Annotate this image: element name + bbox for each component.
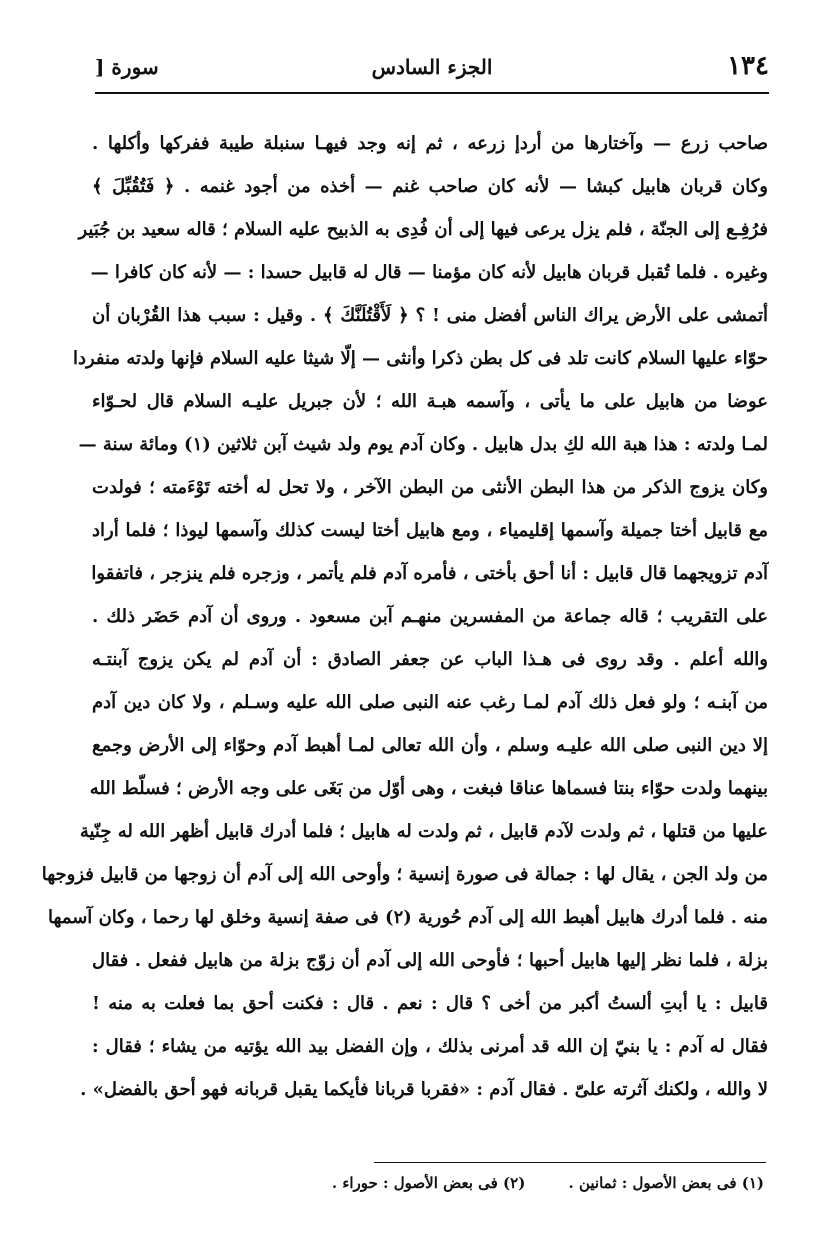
text-line: فرُفِـع إلى الجنّة ، فلم يزل يرعى فيها إلى أن فُدِى به الذبيح عليه السلام ؛ قاله سعيد بن جُبَير (78, 219, 768, 240)
page-header (95, 44, 769, 90)
text-line: من آبنـه ؛ ولو فعل ذلك آدم لمـا رغب عنه النبى صلى الله عليه وسـلم ، ولا كان دين آدم (92, 692, 768, 713)
text-line: عوضا من هابيل على ما يأتى ، وآسمه هبـة الله ؛ لأن جبريل عليـه السلام قال لحـوّاء (92, 391, 768, 412)
text-line: عليها من قتلها ، ثم ولدت لآدم قابيل ، ثم ولدت له هابيل ؛ فلما أدرك قابيل أظهر الله له جِنّية (79, 821, 768, 842)
text-line: فقال له آدم : يا بنيّ إن الله قد أمرنى بذلك ، وإن الفضل بيد الله يؤتيه من يشاء ؛ فقال : (92, 1036, 768, 1057)
surah-label: سورة [ (95, 55, 159, 79)
text-line: وكان يزوج الذكر من هذا البطن الأنثى من البطن الآخر ، ولا تحل له أخته تَوْءَمته ؛ فولدت (92, 477, 768, 498)
main-text (41, 122, 768, 1111)
footnote-2: (٢) فى بعض الأصول : حوراء . (331, 1174, 526, 1192)
text-line: آدم تزويجهما قال قابيل : أنا أحق بأختى ، فأمره آدم فلم يأتمر ، وزجره فلم ينزجر ، فاتفقوا (91, 563, 768, 584)
text-line: لمـا ولدته : هذا هبة الله لكِ بدل هابيل . وكان آدم يوم ولد شيث آبن ثلاثين (١) ومائة سنة — (78, 434, 768, 455)
page-number: ١٣٤ (727, 51, 769, 81)
text-line: منه . فلما أدرك هابيل أهبط الله إلى آدم حُورية (٢) فى صفة إنسية وخلق لها رحما ، وكان آسمها (48, 907, 768, 928)
running-title: الجزء السادس (371, 55, 493, 79)
text-line: وكان قربان هابيل كبشا — لأنه كان صاحب غنم — أخذه من أجود غنمه . ﴿ فَتُقُبِّلَ ﴾ (92, 176, 768, 197)
text-line: بزلة ، فلما نظر إليها هابيل أحبها ؛ فأوحى الله إلى آدم أن زوّج بزلة من هابيل ففعل . فقال (92, 950, 768, 971)
text-line: إلا دين النبى صلى الله عليـه وسلم ، وأن الله تعالى لمـا أهبط آدم وحوّاء إلى الأرض وجمع (92, 735, 768, 756)
footnote-1: (١) فى بعض الأصول : ثمانين . (568, 1174, 764, 1192)
header-divider (95, 92, 769, 94)
footnotes (304, 1170, 764, 1196)
text-line: حوّاء عليها السلام كانت تلد فى كل بطن ذكرا وأنثى — إلّا شيثا عليه السلام فإنها ولدته منفردا (72, 348, 768, 369)
text-line: أتمشى على الأرض يراك الناس أفضل منى ! ؟ ﴿ لَأَقْتُلَنَّكَ ﴾ . وقيل : سبب هذا القُرْبان أن (92, 305, 768, 326)
footnote-divider (374, 1162, 766, 1163)
text-line: مع قابيل أختا جميلة وآسمها إقليمياء ، ومع هابيل أختا ليست كذلك وآسمها ليوذا ؛ فلما أراد (92, 520, 768, 541)
text-line: وغيره . فلما تُقبل قربان هابيل لأنه كان مؤمنا — قال له قابيل حسدا : — لأنه كان كافرا — (90, 262, 768, 283)
text-line: لا والله ، ولكنك آثرته علىّ . فقال آدم : «فقربا قربانا فأيكما يقبل قربانه فهو أحق بالفضل» . (80, 1079, 768, 1100)
text-line: صاحب زرع — وآختارها من أردإ زرعه ، ثم إنه وجد فيهـا سنبلة طيبة ففركها وأكلها . (92, 133, 768, 154)
text-line: قابيل : يا أبتِ ألستُ أكبر من أخى ؟ قال : نعم . قال : فكنت أحق بما فعلت به منه ! (92, 993, 768, 1014)
text-line: من ولد الجن ، يقال لها : جمالة فى صورة إنسية ؛ وأوحى الله إلى آدم أن زوجها من قابيل فزوجها (41, 864, 768, 885)
text-line: بينهما ولدت حوّاء بنتا فسماها عناقا فبغت ، وهى أوّل من بَغَى على وجه الأرض ؛ فسلّط الله (89, 778, 768, 799)
text-line: على التقريب ؛ قاله جماعة من المفسرين منهـم آبن مسعود . وروى أن آدم حَضَر ذلك . (92, 606, 768, 627)
text-line: والله أعلم . وقد روى فى هـذا الباب عن جعفر الصادق : أن آدم لم يكن يزوج آبنتـه (92, 649, 768, 670)
